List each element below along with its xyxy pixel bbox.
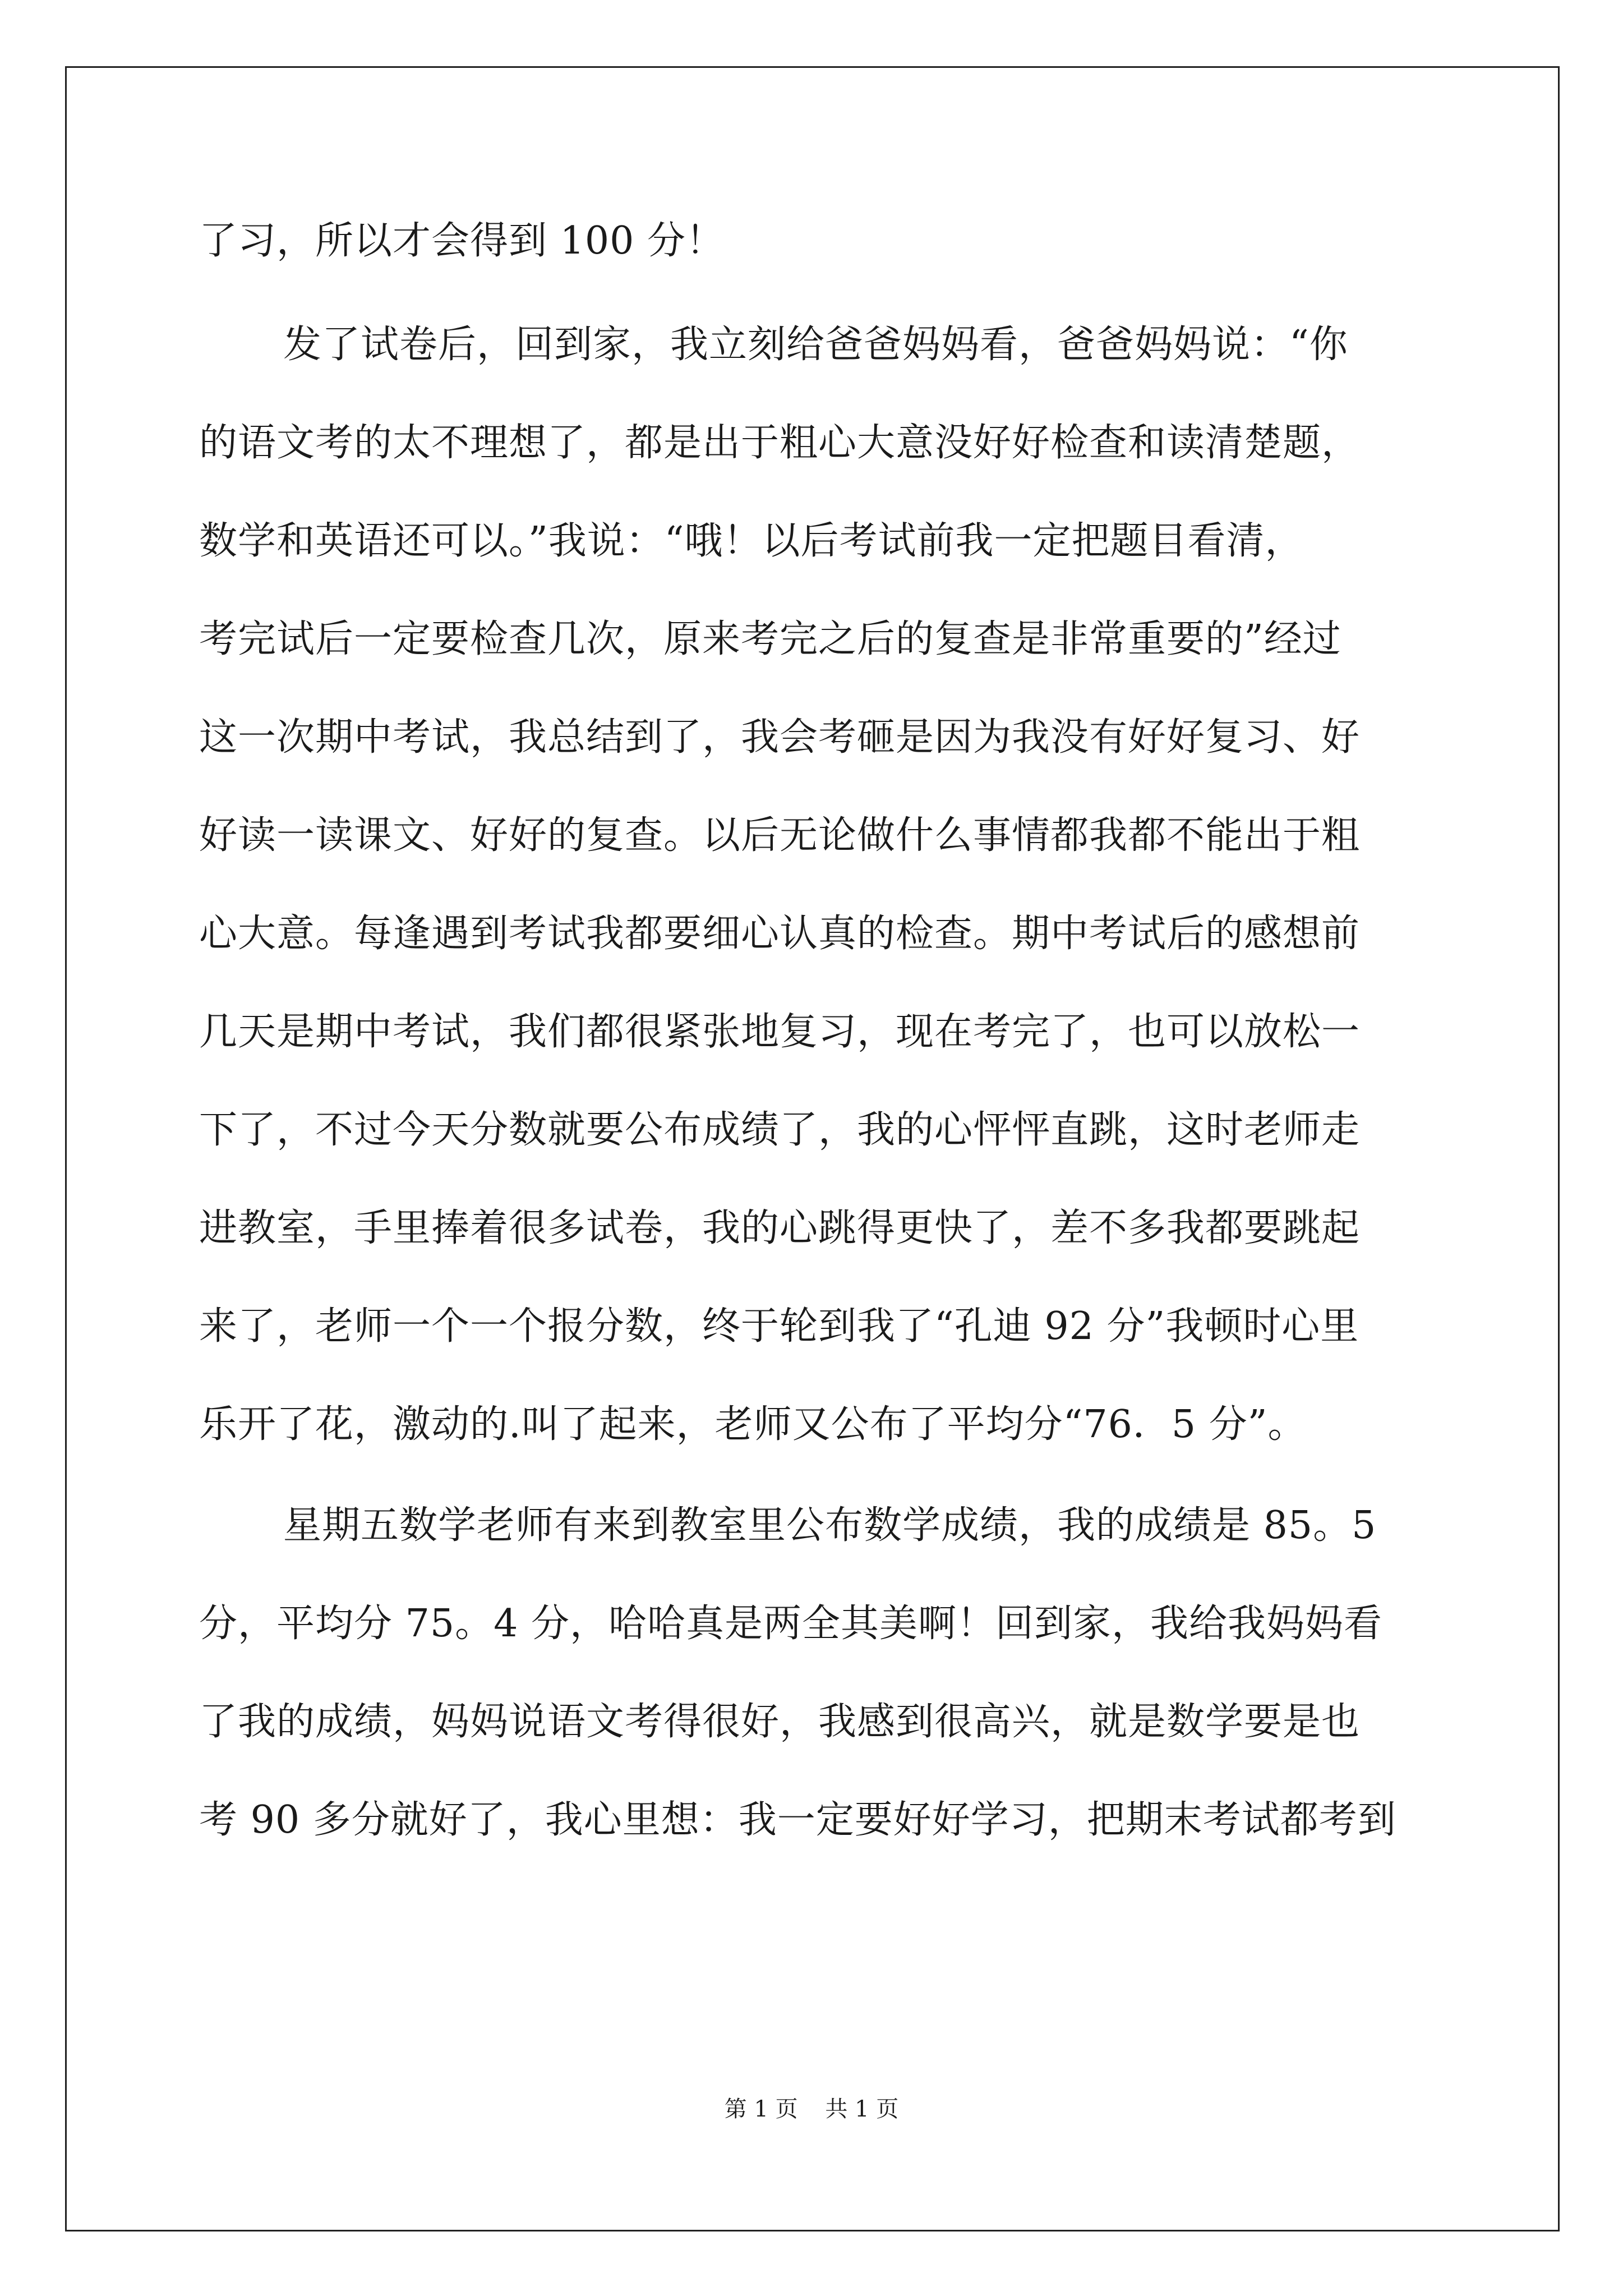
paragraph-first-line: 星期五数学老师有来到教室里公布数学成绩，我的成绩是 85。5: [283, 1503, 1377, 1548]
text-line: 考 90 多分就好了，我心里想：我一定要好好学习，把期末考试都考到: [199, 1798, 1396, 1842]
text-line: 进教室，手里捧着很多试卷，我的心跳得更快了，差不多我都要跳起: [199, 1206, 1361, 1250]
text-line: 这一次期中考试，我总结到了，我会考砸是因为我没有好好复习、好: [199, 715, 1361, 760]
text-line: 数学和英语还可以。”我说：“哦！以后考试前我一定把题目看清，: [199, 519, 1304, 563]
page-total: 共 1 页: [825, 2096, 899, 2122]
text-line: 乐开了花，激动的.叫了起来，老师又公布了平均分“76．5 分”。: [199, 1402, 1307, 1447]
text-line: 了习，所以才会得到 100 分！: [199, 219, 725, 263]
paragraph-first-line: 发了试卷后，回到家，我立刻给爸爸妈妈看，爸爸妈妈说：“你: [283, 323, 1348, 367]
text-line: 几天是期中考试，我们都很紧张地复习，现在考完了，也可以放松一: [199, 1010, 1361, 1054]
text-line: 分，平均分 75。4 分，哈哈真是两全其美啊！回到家，我给我妈妈看: [199, 1602, 1383, 1646]
text-line: 好读一读课文、好好的复查。以后无论做什么事情都我都不能出于粗: [199, 813, 1361, 858]
text-line: 考完试后一定要检查几次，原来考完之后的复查是非常重要的”经过: [199, 617, 1341, 661]
text-line: 下了，不过今天分数就要公布成绩了，我的心怦怦直跳，这时老师走: [199, 1108, 1361, 1152]
page-number: 第 1 页: [724, 2096, 798, 2122]
text-line: 来了，老师一个一个报分数，终于轮到我了“孔迪 92 分”我顿时心里: [199, 1304, 1359, 1349]
text-line: 心大意。每逢遇到考试我都要细心认真的检查。期中考试后的感想前: [199, 912, 1361, 956]
text-line: 了我的成绩，妈妈说语文考得很好，我感到很高兴，就是数学要是也: [199, 1700, 1361, 1744]
page-footer: [0, 2092, 1623, 2126]
text-line: 的语文考的太不理想了，都是出于粗心大意没好好检查和读清楚题，: [199, 421, 1361, 465]
